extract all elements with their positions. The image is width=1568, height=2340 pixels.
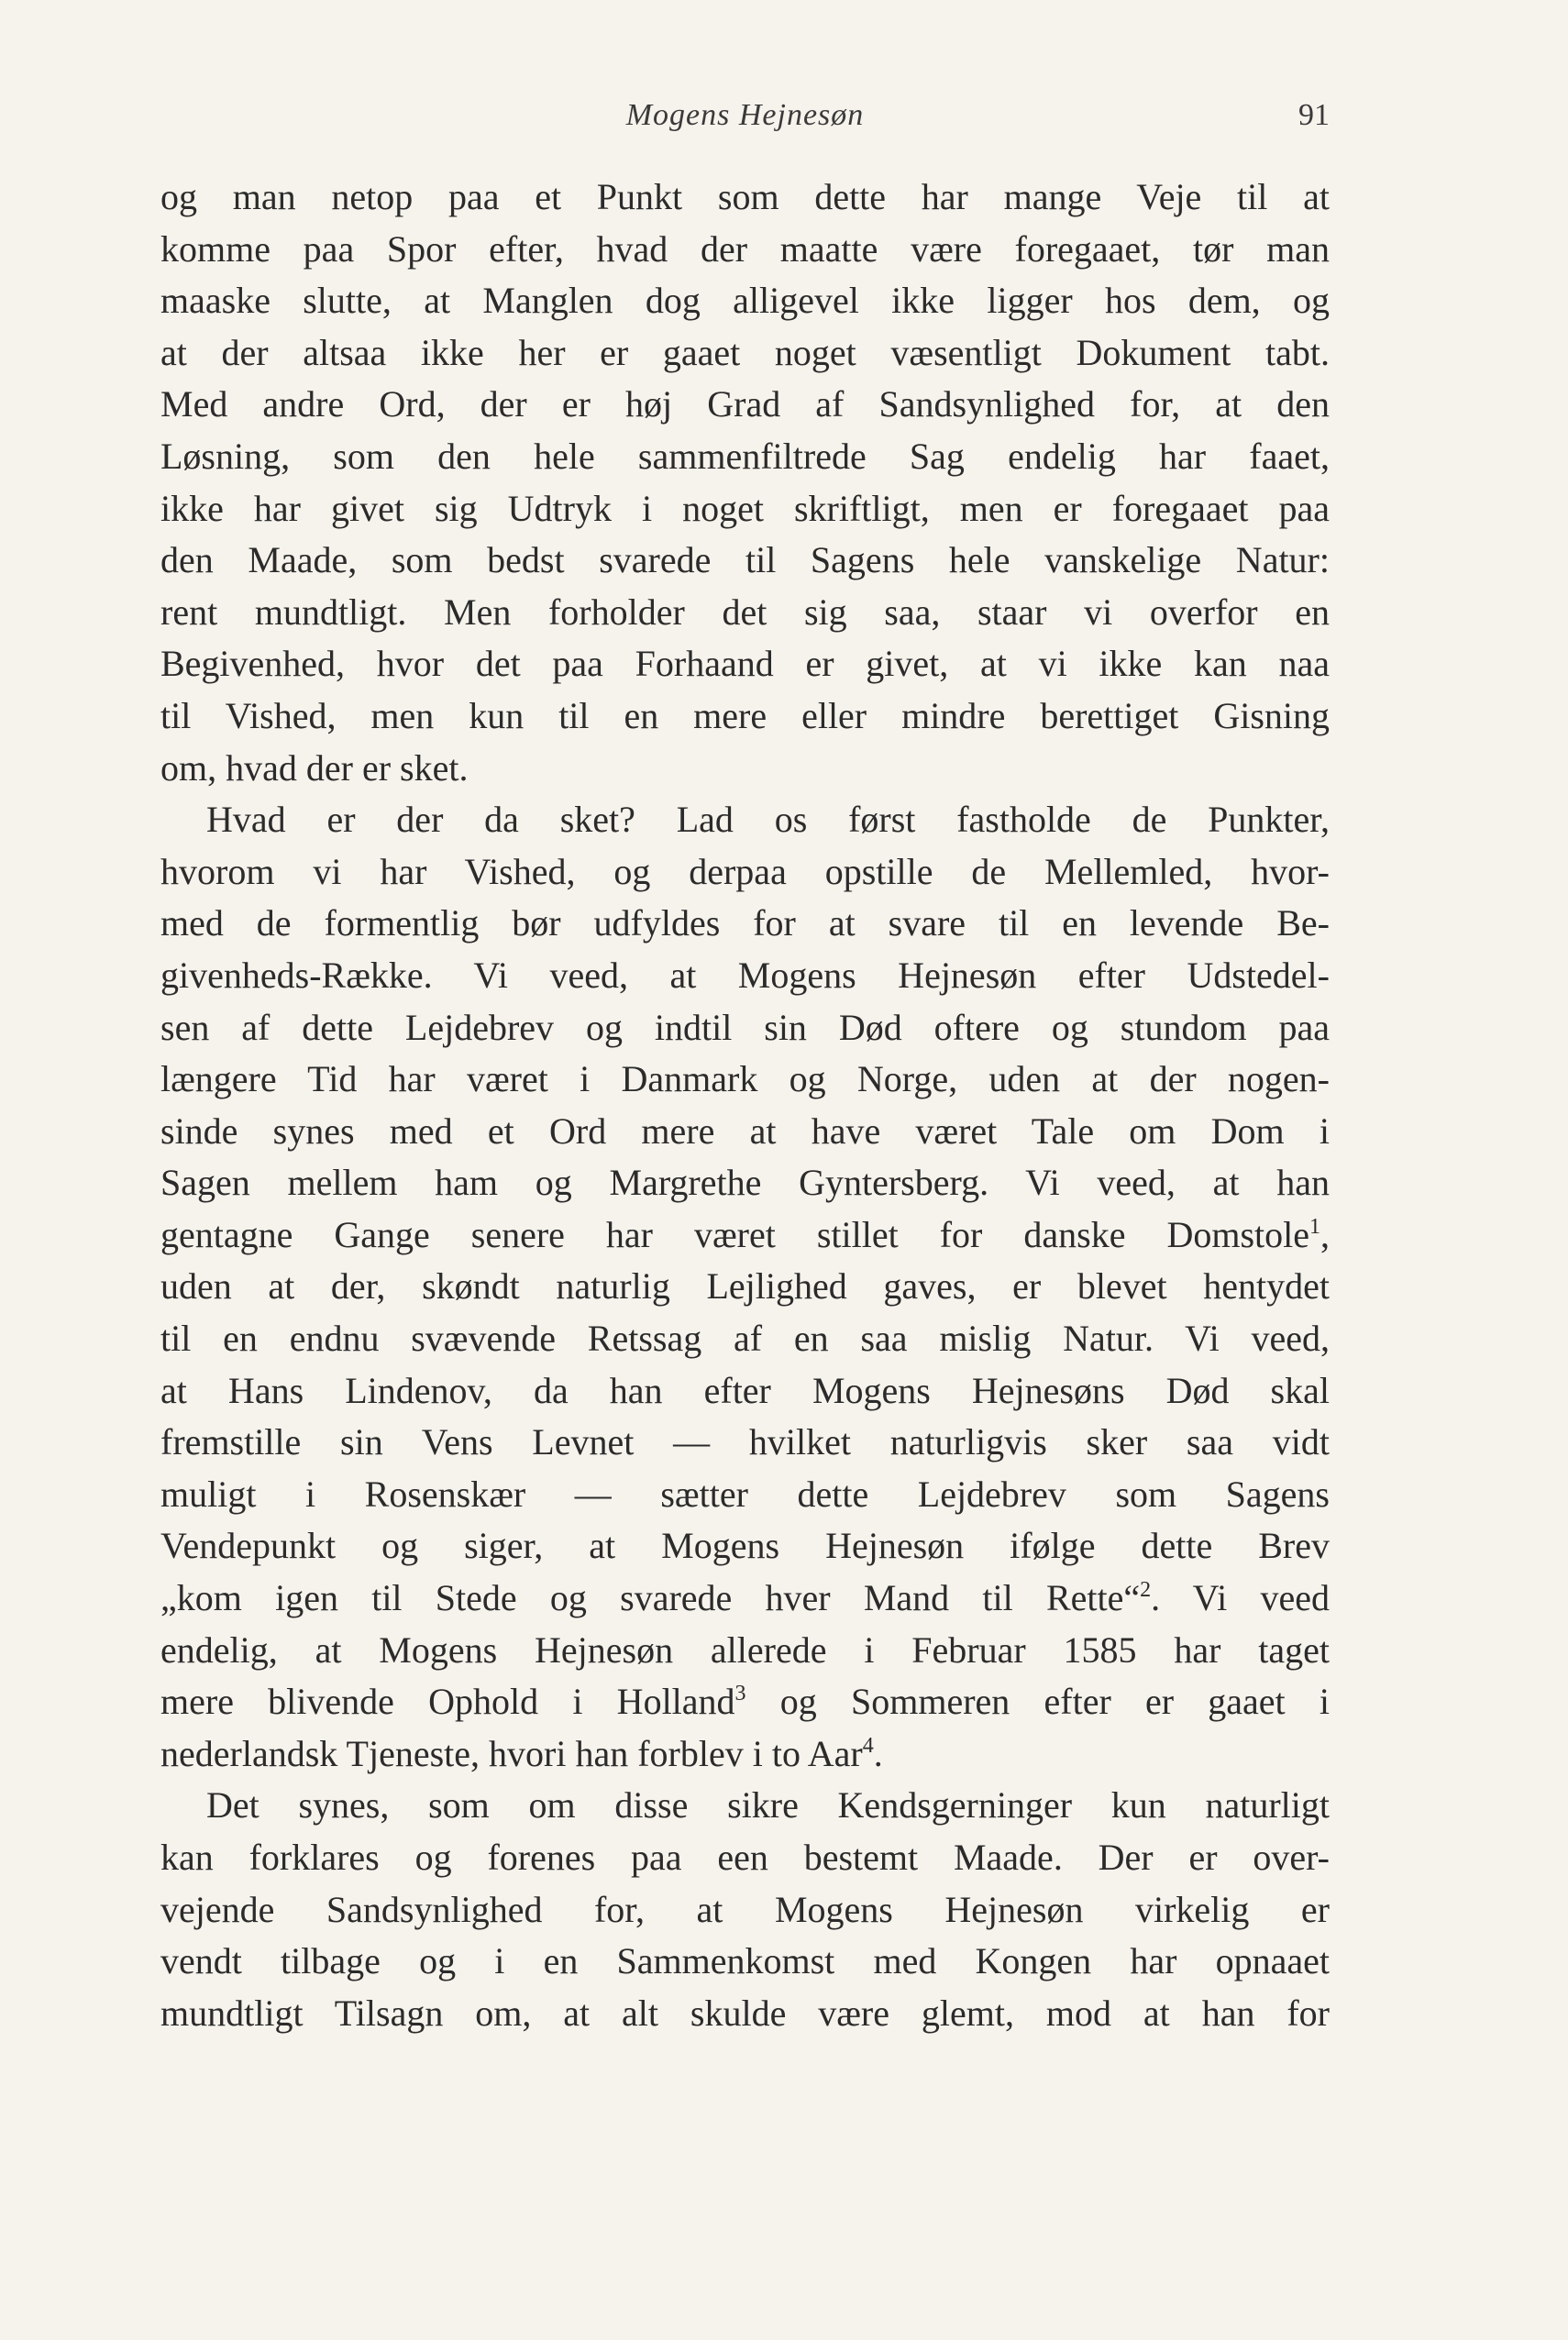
line-text: muligt i Rosenskær — sætter dette Lejdebrev som Sagens (160, 1473, 1330, 1515)
running-title: Mogens Hejnesøn (625, 98, 865, 132)
page-number: 91 (1298, 98, 1330, 132)
line-text: den Maade, som bedst svarede til Sagens hele vanskelige Natur: (160, 539, 1330, 581)
line-text: vendt tilbage og i en Sammenkomst med Kongen har opnaaet (160, 1940, 1330, 1982)
line-text: at der altsaa ikke her er gaaet noget væsentligt Dokument tabt. (160, 331, 1330, 373)
text-line (160, 1106, 1330, 1158)
text-line (160, 1313, 1330, 1365)
line-text: sinde synes med et Ord mere at have været Tale om Dom i (160, 1109, 1330, 1152)
line-text: mere blivende Ophold i Holland (160, 1681, 735, 1723)
footnote-reference: 1 (1309, 1214, 1320, 1239)
text-line (160, 1728, 1330, 1781)
text-line (160, 379, 1330, 431)
text-line (160, 638, 1330, 690)
footnote-reference: 3 (734, 1682, 746, 1706)
footnote-reference: 2 (1140, 1578, 1152, 1603)
footnote-reference: 4 (862, 1733, 874, 1758)
text-line (160, 171, 1330, 224)
text-line (160, 1780, 1330, 1832)
text-line (160, 431, 1330, 483)
text-line (160, 1157, 1330, 1209)
line-text: endelig, at Mogens Hejnesøn allerede i Februar 1585 har taget (160, 1628, 1330, 1671)
text-line (160, 327, 1330, 380)
text-line (160, 1573, 1330, 1625)
line-text: om, hvad der er sket. (160, 746, 469, 789)
text-line (160, 1209, 1330, 1262)
line-text: Det synes, som om disse sikre Kendsgerninger kun naturligt (206, 1784, 1330, 1827)
line-text: til Vished, men kun til en mere eller mindre berettiget Gisning (160, 694, 1330, 736)
text-line (160, 275, 1330, 327)
text-line (160, 1261, 1330, 1313)
text-line (160, 587, 1330, 639)
page-header (160, 88, 1330, 143)
text-line (160, 898, 1330, 950)
line-text: gentagne Gange senere har været stillet for danske Domstole (160, 1213, 1309, 1255)
line-text: maaske slutte, at Manglen dog alligevel ikke ligger hos dem, og (160, 280, 1330, 322)
line-text: Med andre Ord, der er høj Grad af Sandsynlighed for, at den (160, 383, 1330, 425)
line-text: nederlandsk Tjeneste, hvori han forblev i to Aar (160, 1732, 863, 1774)
line-text: fremstille sin Vens Levnet — hvilket naturligvis sker saa vidt (160, 1421, 1330, 1463)
text-line (160, 743, 1330, 795)
line-text-continuation: . (873, 1732, 883, 1774)
text-line (160, 1884, 1330, 1937)
text-line (160, 1054, 1330, 1106)
line-text: sen af dette Lejdebrev og indtil sin Død oftere og stundom paa (160, 1006, 1330, 1048)
line-text: med de formentlig bør udfyldes for at svare til en levende Be- (160, 902, 1330, 944)
line-text: „kom igen til Stede og svarede hver Mand til Rette“ (160, 1577, 1141, 1619)
text-line (160, 1676, 1330, 1728)
line-text-continuation: , (1320, 1213, 1330, 1255)
text-line (160, 1417, 1330, 1469)
text-line (160, 1625, 1330, 1677)
line-text: Vendepunkt og siger, at Mogens Hejnesøn ifølge dette Brev (160, 1525, 1330, 1567)
text-line (160, 1365, 1330, 1418)
line-text: hvorom vi har Vished, og derpaa opstille de Mellemled, hvor- (160, 850, 1330, 892)
text-line (160, 1002, 1330, 1054)
text-line (160, 224, 1330, 276)
line-text: længere Tid har været i Danmark og Norge, uden at der nogen- (160, 1058, 1330, 1100)
text-line (160, 535, 1330, 587)
text-line (160, 846, 1330, 899)
line-text: mundtligt Tilsagn om, at alt skulde være glemt, mod at han for (160, 1992, 1330, 2034)
line-text: Løsning, som den hele sammenfiltrede Sag endelig har faaet, (160, 435, 1330, 477)
line-text: at Hans Lindenov, da han efter Mogens Hejnesøns Død skal (160, 1369, 1330, 1411)
line-text: kan forklares og forenes paa een bestemt Maade. Der er over- (160, 1837, 1330, 1878)
text-line (160, 950, 1330, 1002)
line-text: og man netop paa et Punkt som dette har mange Veje til at (160, 176, 1330, 217)
line-text: ikke har givet sig Udtryk i noget skriftligt, men er foregaaet paa (160, 487, 1330, 529)
body-text (160, 171, 1330, 2039)
text-line (160, 1520, 1330, 1573)
text-line (160, 1988, 1330, 2040)
text-line (160, 1832, 1330, 1884)
text-line (160, 1469, 1330, 1521)
text-line (160, 1936, 1330, 1988)
text-line (160, 483, 1330, 535)
line-text: vejende Sandsynlighed for, at Mogens Hejnesøn virkelig er (160, 1888, 1330, 1930)
line-text: Sagen mellem ham og Margrethe Gyntersberg. Vi veed, at han (160, 1162, 1330, 1204)
line-text-continuation: . Vi veed (1151, 1577, 1330, 1619)
line-text-continuation: og Sommeren efter er gaaet i (745, 1681, 1330, 1723)
line-text: givenheds-Række. Vi veed, at Mogens Hejnesøn efter Udstedel- (160, 954, 1330, 996)
line-text: Begivenhed, hvor det paa Forhaand er givet, at vi ikke kan naa (160, 643, 1330, 685)
line-text: uden at der, skøndt naturlig Lejlighed gaves, er blevet hentydet (160, 1265, 1330, 1308)
line-text: komme paa Spor efter, hvad der maatte være foregaaet, tør man (160, 227, 1330, 270)
text-line (160, 794, 1330, 846)
line-text: til en endnu svævende Retssag af en saa mislig Natur. Vi veed, (160, 1318, 1330, 1360)
line-text: Hvad er der da sket? Lad os først fastholde de Punkter, (206, 799, 1330, 841)
text-line (160, 690, 1330, 743)
line-text: rent mundtligt. Men forholder det sig saa, staar vi overfor en (160, 591, 1330, 633)
